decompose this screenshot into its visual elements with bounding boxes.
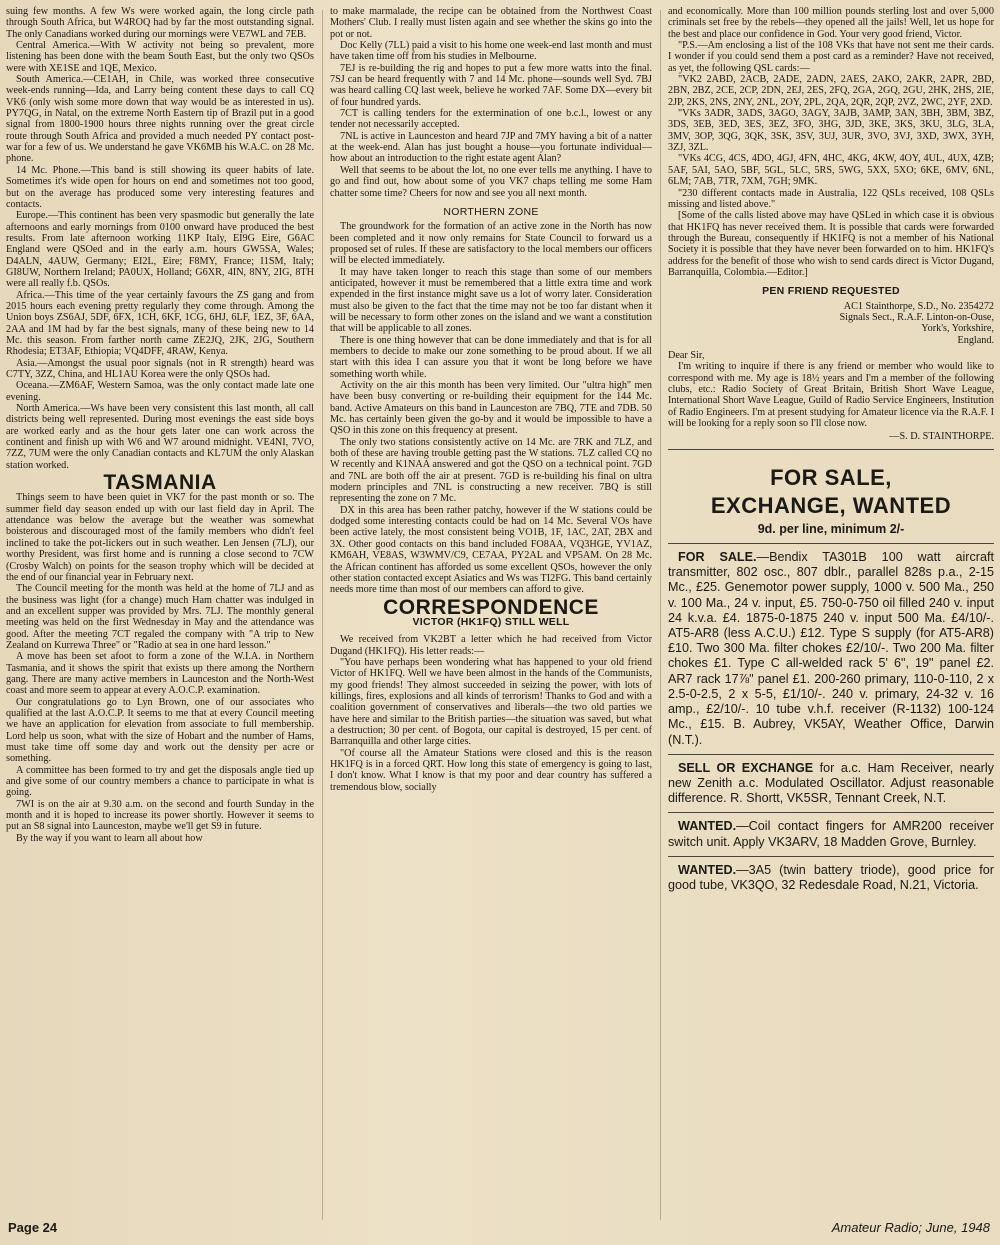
paragraph: The only two stations consistently active on 14 Mc. are 7RK and 7LZ, and both of these are having trouble getting past the W stations. 7LZ called CQ no W recently and K1NAA answered and got the QSO on a technical point. 7GD and 7NL are both off the air at present. 7GD is re-building his final on ultra modern principles and 7NL is constructing a new receiver. 7BQ is still representing the zone on 7 Mc. [330, 436, 652, 505]
salutation: Dear Sir, [668, 349, 705, 361]
column-divider [322, 10, 323, 1220]
divider [668, 812, 994, 813]
classified-ad [668, 819, 994, 849]
address-line: York's, Yorkshire, [921, 323, 994, 335]
paragraph: "VKs 3ADR, 3ADS, 3AGO, 3AGY, 3AJB, 3AMP, 3AN, 3BH, 3BM, 3BZ, 3DS, 3EB, 3ED, 3ES, 3EZ, 3FO, 3HG, 3JD, 3KE, 3KS, 3KU, 3LG, 3LA, 3MV, 3OP, 3QG, 3QK, 3SK, 3SV, 3UJ, 3UR, 3VO, 3VJ, 3XD, 3WX, 3YH, 3ZJ, 3ZL. [668, 108, 994, 154]
paragraph: 14 Mc. Phone.—This band is still showing its queer habits of late. Sometimes it's wide open for hours on end and sometimes not too good, but on the average has produced some very interesting features and contacts. [6, 164, 314, 210]
paragraph: 7EJ is re-building the rig and hopes to put a few more watts into the final. 7SJ can be heard frequently with 7 and 14 Mc. phone—sounds well Syd. 7BJ was heard calling CQ last week, believe he worked 7AF. Some DX—every bit of four hundred yards. [330, 62, 652, 108]
paragraph: I'm writing to inquire if there is any friend or member who would like to correspond with me. My age is 18½ years and I'm a member of the following clubs, etc.: Radio Society of Great Britain, British Short Wave League, International Short Wave League, Guild of Radio Service Engineers, Institution of Radio Engineers. I'm at present studying for Amateur licence via the R.A.F. I will be looking for a reply soon so I'll close now. [668, 361, 994, 430]
paragraph: Well that seems to be about the lot, no one ever tells me anything. I have to go and find out, how about some of you VK7 chaps telling me some Ham chatter some time? Cheers for now and see you all next month. [330, 164, 652, 199]
address-line: AC1 Stainthorpe, S.D., No. 2354272 [843, 300, 994, 312]
divider [668, 543, 994, 544]
paragraph: "Of course all the Amateur Stations were closed and this is the reason HK1FQ is in a forced QRT. How long this state of emergency is going to last, I don't know. What I know is that my poor and dear country has suffered a tremendous blow, socially [330, 747, 652, 793]
paragraph: By the way if you want to learn all about how [16, 832, 203, 844]
paragraph: Asia.—Amongst the usual poor signals (not in R strength) heard was C7TY, 3ZZ, China, and HL1AU Korea were the only QSOs had. [6, 357, 314, 380]
ad-rate: 9d. per line, minimum 2/- [757, 521, 905, 536]
ad-lead: WANTED. [678, 819, 737, 834]
signature: —S. D. STAINTHORPE. [889, 431, 994, 443]
paragraph: The Council meeting for the month was held at the home of 7LJ and as the business was light (for a change) much Ham chatter was indulged in and an excellent supper was provided by Mrs. 7LJ. The monthly general meeting was held on the first Wednesday in May and the attendance was good. After the meeting 7CT regaled the company with "A trip to New Zealand on Kurrewa Three" or "Radio at sea in one hard lesson." [6, 583, 314, 651]
paragraph: The groundwork for the formation of an active zone in the North has now been completed and it now only remains for State Council to forward us a proposed set of rules. If these are satisfactory to the local members our officers will be elected immediately. [330, 221, 652, 267]
paragraph: Doc Kelly (7LL) paid a visit to his home one week-end last month and must have taken time off from his studies in Melbourne. [330, 40, 652, 63]
paragraph: 7CT is calling tenders for the extermination of one b.c.l., lowest or any tender not necessarily accepted. [330, 108, 652, 131]
heading-for-sale [668, 464, 994, 520]
paragraph: There is one thing however that can be done immediately and that is for all members to decide to make our zone something to be proud about. If we all start with this idea I can assure you that it wont be long before we have something worth while. [330, 334, 652, 380]
paragraph: Our congratulations go to Lyn Brown, one of our associates who qualified at the last A.O.C.P. It seems to me that at every Council meeting we have an application for elevation from associate to full membership. Lord help us soon, what with the size of Hobart and the number of Hams, must take time off some day and work out the density per acre or something. [6, 696, 314, 765]
ad-body: for a.c. Ham Receiver, nearly new Zenith a.c. Modulated Oscillator. Adjust reasonable difference. R. Shortt, VK5SR, Tennant Creek, N.T. [668, 760, 994, 806]
ad-body: —Coil contact fingers for AMR200 receiver switch unit. Apply VK3ARV, 18 Madden Grove, Burnley. [668, 819, 994, 849]
paragraph: South America.—CE1AH, in Chile, was worked three consecutive week-ends running—Ida, and Larry being content these days to call CQ VK6 (only wish some more down that way would be as interested in us). PY7QG, in Natal, on the extreme North Eastern tip of Brazil put in a good signal from 1800-1900 hours three nights running over the great circle route through South Africa and provided a much needed PY contact post-war for a few of us. We understand he gave VK6MB his W.A.C. on 28 Mc. phone. [6, 74, 314, 165]
paragraph: 7NL is active in Launceston and heard 7JP and 7MY having a bit of a natter at the week-end. Alan has just bought a house—you fortunate individual—how about an introduction to the right estate agent Alan? [330, 130, 652, 165]
ad-lead: FOR SALE. [678, 550, 757, 565]
classified-ad [668, 863, 994, 893]
ad-lead: SELL OR EXCHANGE [678, 760, 814, 775]
column-middle [330, 6, 652, 793]
paragraph: "VKs 4CG, 4CS, 4DO, 4GJ, 4FN, 4HC, 4KG, 4KW, 4OY, 4UL, 4UX, 4ZB; 5AF, 5AI, 5AO, 5BF, 5GL, 5LC, 5RS, 5WG, 5XX, 5XO; 6KE, 6MV, 6NL, 6LM; 7AB, 7TR, 7XM, 7GH; 9MK. [668, 153, 994, 188]
ad-lead: WANTED. [678, 862, 737, 877]
heading-for-sale-line1: FOR SALE, [770, 464, 892, 490]
classified-ad [668, 550, 994, 748]
editor-note: [Some of the calls listed above may have QSLed in which case it is obvious that HK1FQ has never received them. It is possible that cards were forwarded through the Bureau, consequently if HK1FQ is not a member of his National Society it is possible that they have never been forwarded on to him. HK1FQ's address for the benefit of those who wish to send cards direct is Victor Dugand, Barranquilla, Colombia.—Editor.] [668, 210, 994, 278]
divider [668, 856, 994, 857]
heading-tasmania: TASMANIA [103, 471, 217, 495]
paragraph: We received from VK2BT a letter which he had received from Victor Dugand (HK1FQ). His letter reads:— [330, 634, 652, 657]
paragraph: North America.—Ws have been very consistent this last month, all call districts being well represented. During most evenings the east side boys are worked early and as the hour gets later one can work across the continent and finish up with W6 and W7 around midnight. VE4NI, 7VO, 7ZZ, 7UM were the only Canadian contacts and KL7UM the only Alaskan station worked. [6, 403, 314, 471]
classified-ad [668, 761, 994, 807]
paragraph: Oceana.—ZM6AF, Western Samoa, was the only contact made late one evening. [6, 380, 314, 403]
paragraph: A committee has been formed to try and get the disposals angle tied up and give some of our country members a chance to participate in what is going. [6, 764, 314, 799]
paragraph: 7WI is on the air at 9.30 a.m. on the second and fourth Sunday in the month and it is hoped to increase its power shortly. However it seems to put an S8 signal into Launceston, maybe we'll get S9 in future. [6, 798, 314, 833]
column-right [668, 6, 994, 893]
heading-pen-friend: PEN FRIEND REQUESTED [762, 285, 900, 298]
paragraph: It may have taken longer to reach this stage than some of our members anticipated, however it must be remembered that a little extra time and work expended in the first instance might save us a lot of worry later. Consideration must also be given to the fact that the time may not be too far distant when it will be necessary to form other zones on the island and we want a constitution that will be applicable to all zones. [330, 266, 652, 335]
address-line: Signals Sect., R.A.F. Linton-on-Ouse, [839, 311, 994, 323]
divider [668, 754, 994, 755]
paragraph: "230 different contacts made in Australia, 122 QSLs received, 108 QSLs missing and listed above." [668, 187, 994, 210]
heading-for-sale-line2: EXCHANGE, WANTED [710, 492, 952, 518]
divider [668, 449, 994, 450]
ad-body: —Bendix TA301B 100 watt aircraft transmitter, 802 osc., 807 dblr., parallel 828s p.a., 2-15 Mc., £25. Genemotor power supply, 1000 v. 500 Ma., 250 v. 100 Ma., 24 v. input, £5. 750-0-750 oil filled 240 v. input 24 k.v.a. £4. 1875-0-1875 240 v. input 500 Ma. £4/10/-. AT5-AR8 (less A.C.U.) £12. Type S supply (for AT5-AR8) £10. Two 300 Ma. filter chokes £2/10/-. Two 200 Ma. filter chokes £1. Type C all-welded rack 5' 6", 19" panel £2. AR7 rack 17⅞" panel £1. 200-260 primary, 110-0-110, 2 x 2.5-0-2.5, 2 x 5-5, £1/10/-. 240 v. primary, 24-32 v. 16 amp., £2/10/-. 10 tube v.h.f. receiver (R-1132) 100-124 Mc., £15. B. Aubrey, VK5AY, Weather Office, Darwin (N.T.). [668, 550, 994, 747]
paragraph: DX in this area has been rather patchy, however if the W stations could be dodged some interesting contacts could be had on 14 Mc. Several VOs have been active lately, the most consistent being VO1B, 1F, 1AC, 2AT, 2BX and 3X. Other good contacts on this band included FO8AA, VQ3HGE, YV1AZ, KM6AH, VE8AS, W3WMV/C9, CE7AA, PY2AL and VP5AM. On 28 Mc. the African continent has afforded us some excellent QSOs, however the only other station contacted except Asiatics and Ws was TI2FG. This band certainly needs more time than most of our members can afford to give. [330, 504, 652, 596]
paragraph: "P.S.—Am enclosing a list of the 108 VKs that have not sent me their cards. I wonder if you could send them a post card as a reminder? Have not received, as yet, the following QSL cards:— [668, 40, 994, 74]
paragraph: Africa.—This time of the year certainly favours the ZS gang and from 2015 hours each evening pretty regularly they come through. Among the Union boys ZS6AJ, 5DF, 6FX, 1CH, 6KF, 1CG, 6HJ, 6LF, 1EZ, 3F, 6AA, 2AA and 1M had by far the best signals, many of these being new to 14 Mc. this season. From farther north came ZE2JQ, 2JK, 2JG, Southern Rhodesia; ET3AF, Ethiopia; VQ4DFF, 4RAW, Kenya. [6, 289, 314, 358]
paragraph: "VK2 2ABD, 2ACB, 2ADE, 2ADN, 2AES, 2AKO, 2AKR, 2APR, 2BD, 2BN, 2BZ, 2CE, 2CP, 2DN, 2EJ, 2ES, 2FQ, 2GA, 2GQ, 2GU, 2HK, 2HS, 2IE, 2JP, 2KS, 2NS, 2NY, 2NL, 2OY, 2PL, 2QA, 2QR, 2QP, 2VZ, 2WC, 2YF, 2XD. [668, 74, 994, 108]
paragraph: A move has been set afoot to form a zone of the W.I.A. in Northern Tasmania, and it shows the spirit that exists up there among the Northern gang. There are many active members in Launceston and the North-West coast and more seem to appear at every A.O.C.P. examination. [6, 651, 314, 697]
heading-correspondence: CORRESPONDENCE [383, 595, 599, 619]
paragraph: Activity on the air this month has been very limited. Our "ultra high" men have been busy converting or re-building their equipment for the 144 Mc. band. Active Amateurs on this band in Launceston are 7BQ, 7TE and 7DB. 50 Mc. has certainly been given the go-by and it would be impossible to have a QSO in this zone on this frequency at present. [330, 380, 652, 437]
paragraph: and economically. More than 100 million pounds sterling lost and over 5,000 criminals set free by the rebels—they opened all the jails! Well, let us hope for the best and place our confidence in God. Your very good friend, Victor. [668, 6, 994, 40]
paragraph: "You have perhaps been wondering what has happened to your old friend Victor of HK1FQ. Well we have been almost in the hands of the Communists, my good friends! They almost succeeded in seizing the power, with lots of killings, fires, explosions and all kinds of terrorism! Thanks to God and with a coalition government of conservatives and liberals—the two old parties we have here and similar to the British parties—the situation was saved, but what a destruction; 30 per cent. of Bogota, our capital is destroyed, 15 per cent. of Barranquilla and other large cities. [330, 656, 652, 748]
paragraph: Central America.—With W activity not being so prevalent, more listening has been done with the beam South East, but the only two QSOs were with XE1SE and 1QE, Mexico. [6, 40, 314, 74]
subheading-victor: VICTOR (HK1FQ) STILL WELL [412, 615, 570, 628]
issue-line: Amateur Radio; June, 1948 [831, 1220, 990, 1235]
heading-northern-zone: NORTHERN ZONE [443, 205, 539, 218]
paragraph: Things seem to have been quiet in VK7 for the past month or so. The summer field day season ended up with our last field day in April. The attendance was below the average but the weather was somewhat boisterous and discouraged most of the family members who didn't feel inclined to take the pot-lickers out in such weather. Len Jensen (7LJ), our worthy President, was first home and is running a close second to 7CW (Crosby Walch) on points for the season trophy which will be decided at the end of our financial year in February next. [6, 492, 314, 583]
address-line: England. [957, 334, 994, 346]
paragraph: suing few months. A few Ws were worked again, the long circle path through South Africa, but W4ROQ had by far the most outstanding signal. The only Canadians worked during our mornings were VE7WL and 7EB. [6, 6, 314, 40]
column-left [6, 6, 314, 844]
column-divider [660, 10, 661, 1220]
paragraph: Europe.—This continent has been very spasmodic but generally the late afternoons and early mornings from 0100 onward have produced the best results. From late afternoon working 11KP Italy, EI9G Eire, G6AC England were QSOed and in the early a.m. hours GW5SA, Wales; D4ALN, 4AUW, Germany; EI2L, Eire; F8MY, France; I1SM, Italy; GI8UW, Northern Ireland; PA0UX, Holland; G6XR, 4IN, 8NY, 2IG, 8TH were all really f.b. QSOs. [6, 210, 314, 290]
ad-body: —3A5 (twin battery triode), good price for good tube, VK3QO, 32 Redesdale Road, N.21, Victoria. [668, 862, 994, 892]
page-number: Page 24 [8, 1220, 58, 1235]
paragraph: to make marmalade, the recipe can be obtained from the Northwest Coast Mothers' Club. I really must listen again and see whether the skins go into the pot or not. [330, 6, 652, 40]
